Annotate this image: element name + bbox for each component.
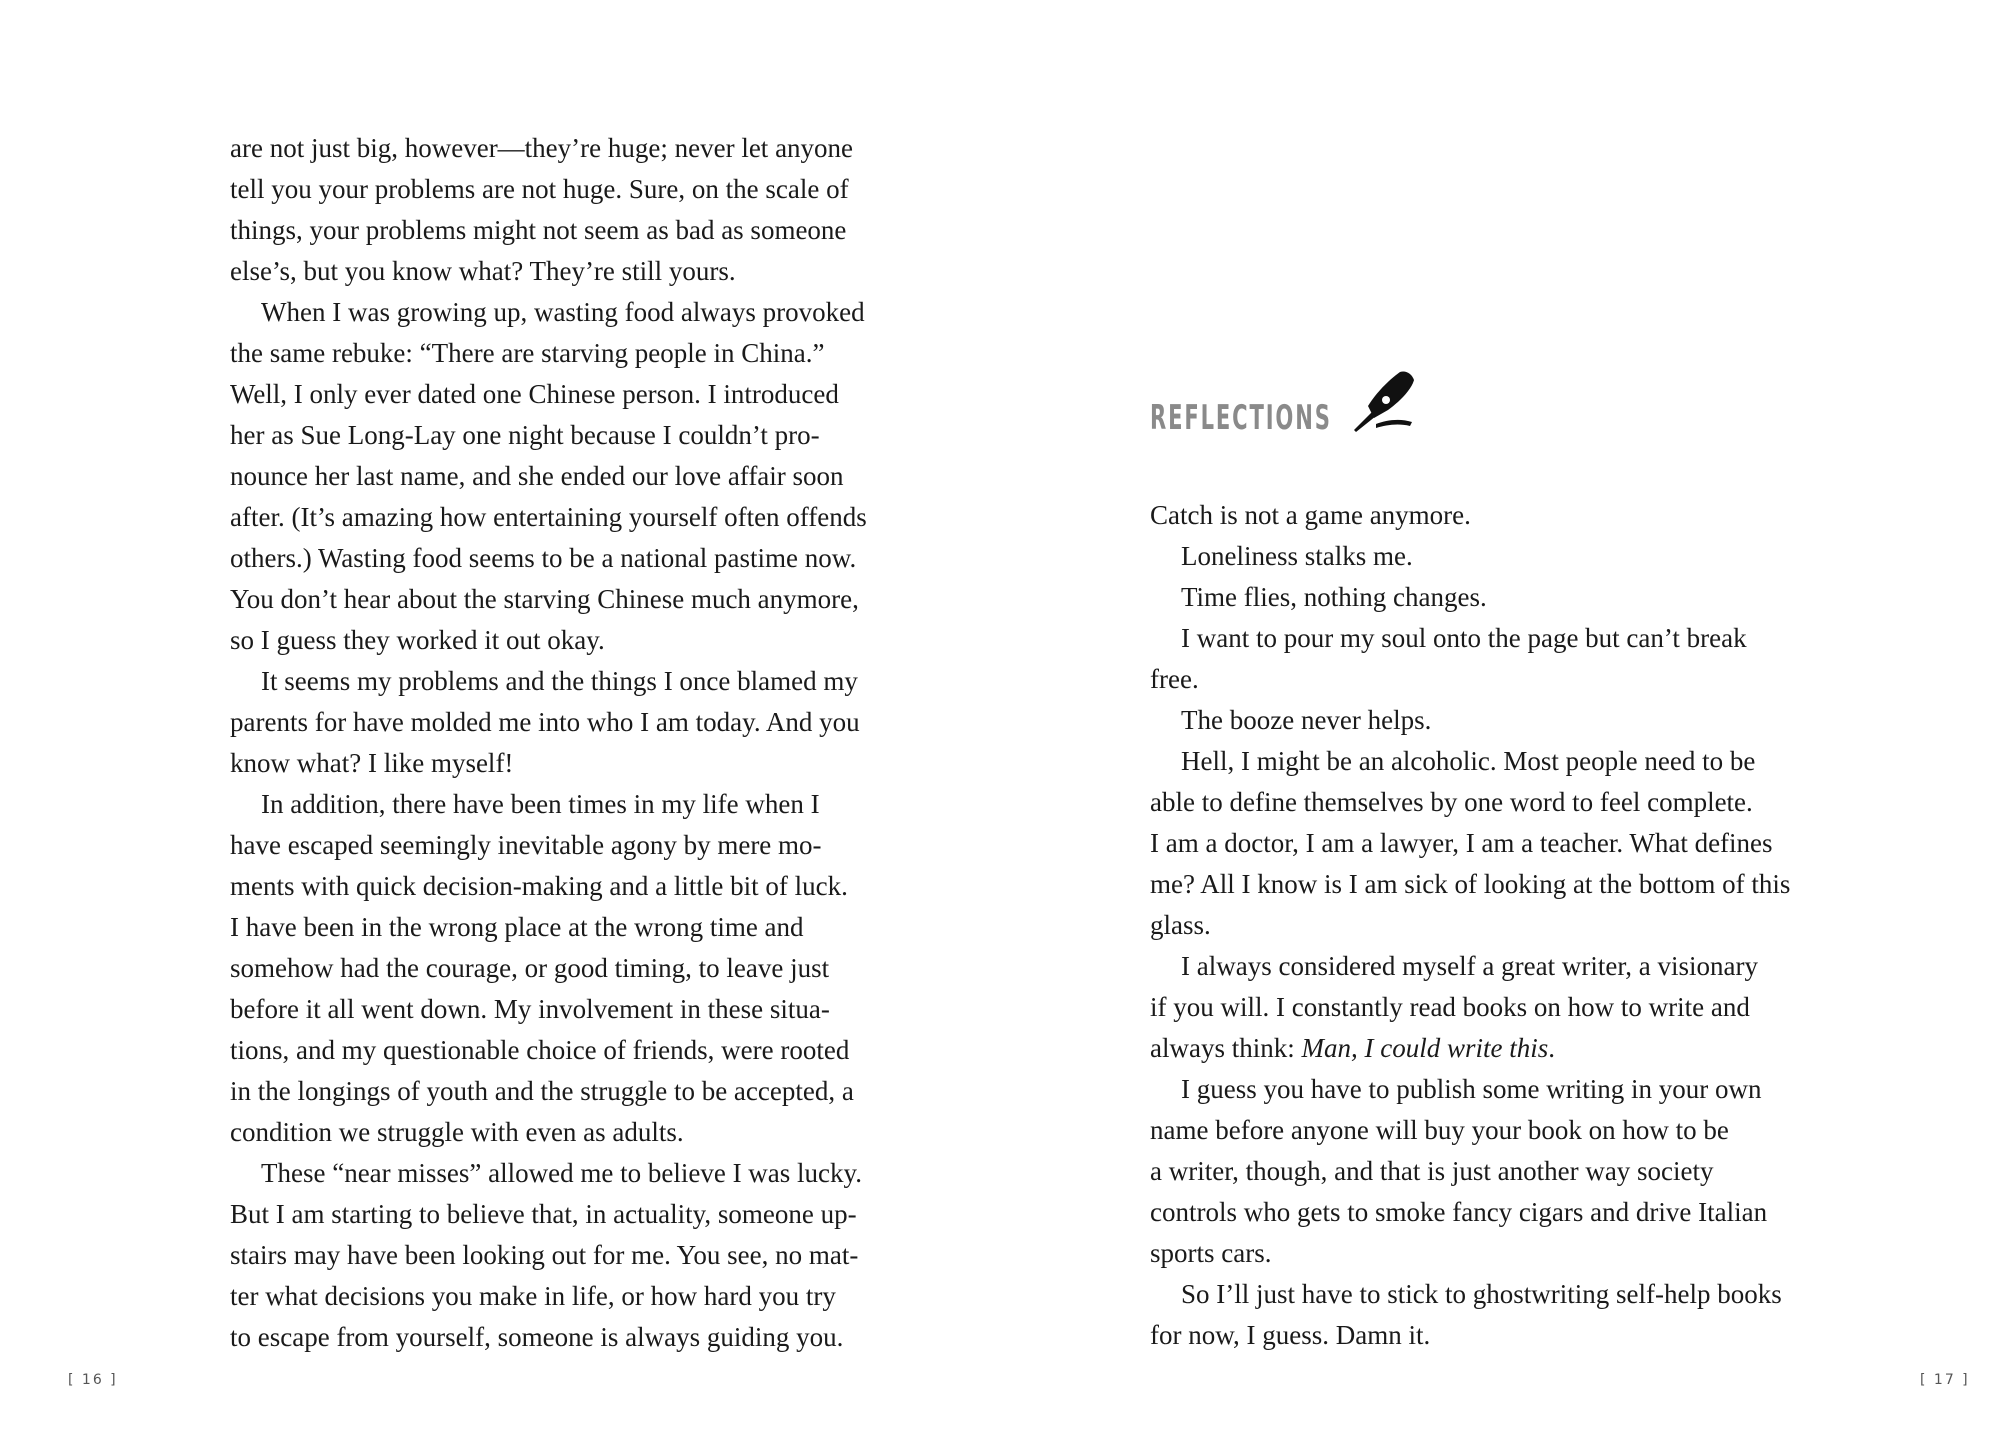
- italic-text: Man, I could write this: [1301, 1033, 1549, 1063]
- text-line: before it all went down. My involvement in these situa-: [230, 994, 830, 1024]
- text-line: stairs may have been looking out for me. You see, no mat-: [230, 1240, 859, 1270]
- text-line: me? All I know is I am sick of looking at the bottom of this: [1150, 869, 1791, 899]
- text-line: know what? I like myself!: [230, 748, 514, 778]
- reflections-heading: [1150, 360, 1426, 438]
- text-line: have escaped seemingly inevitable agony by mere mo-: [230, 830, 822, 860]
- text-line: to escape from yourself, someone is always guiding you.: [230, 1322, 844, 1352]
- text-line: So I’ll just have to stick to ghostwriting self-help books: [1181, 1279, 1782, 1309]
- left-page-body: [230, 128, 910, 1358]
- text-line: I always considered myself a great writer, a visionary: [1181, 951, 1758, 981]
- text-line: so I guess they worked it out okay.: [230, 625, 605, 655]
- text-line: condition we struggle with even as adults.: [230, 1117, 684, 1147]
- text-line: tions, and my questionable choice of friends, were rooted: [230, 1035, 850, 1065]
- section-title: REFLECTIONS: [1150, 398, 1332, 438]
- text-line: for now, I guess. Damn it.: [1150, 1320, 1431, 1350]
- text-line: When I was growing up, wasting food always provoked: [261, 297, 865, 327]
- text-line: are not just big, however—they’re huge; never let anyone: [230, 133, 854, 163]
- text-line: her as Sue Long-Lay one night because I couldn’t pro-: [230, 420, 820, 450]
- text-line: sports cars.: [1150, 1238, 1272, 1268]
- text-line: In addition, there have been times in my life when I: [261, 789, 820, 819]
- text-line: The booze never helps.: [1181, 705, 1432, 735]
- text-line: tell you your problems are not huge. Sure, on the scale of: [230, 174, 849, 204]
- page-number-right: [ 17 ]: [1920, 1372, 1970, 1388]
- text-line: controls who gets to smoke fancy cigars and drive Italian: [1150, 1197, 1768, 1227]
- text-line: Loneliness stalks me.: [1181, 541, 1413, 571]
- text-line: able to define themselves by one word to feel complete.: [1150, 787, 1753, 817]
- text-line: free.: [1150, 664, 1199, 694]
- text-line: Hell, I might be an alcoholic. Most people need to be: [1181, 746, 1756, 776]
- text-line: if you will. I constantly read books on how to write and: [1150, 992, 1750, 1022]
- text-line: the same rebuke: “There are starving people in China.”: [230, 338, 825, 368]
- page-number-left: [ 16 ]: [68, 1372, 118, 1388]
- text-line: Catch is not a game anymore.: [1150, 500, 1471, 530]
- text-line: parents for have molded me into who I am today. And you: [230, 707, 860, 737]
- text-line: nounce her last name, and she ended our love affair soon: [230, 461, 844, 491]
- text-line: a writer, though, and that is just another way society: [1150, 1156, 1714, 1186]
- text-line: Well, I only ever dated one Chinese person. I introduced: [230, 379, 839, 409]
- pen-nib-icon: [1346, 360, 1426, 440]
- text-line: ter what decisions you make in life, or how hard you try: [230, 1281, 836, 1311]
- text-line: somehow had the courage, or good timing, to leave just: [230, 953, 830, 983]
- right-page: [1000, 0, 2000, 1455]
- text-line: I have been in the wrong place at the wrong time and: [230, 912, 804, 942]
- text-line: But I am starting to believe that, in actuality, someone up-: [230, 1199, 857, 1229]
- text-line: others.) Wasting food seems to be a national pastime now.: [230, 543, 857, 573]
- text-line: Time flies, nothing changes.: [1181, 582, 1487, 612]
- text-line: after. (It’s amazing how entertaining yourself often offends: [230, 502, 867, 532]
- text-line: I guess you have to publish some writing in your own: [1181, 1074, 1762, 1104]
- text-line: in the longings of youth and the struggle to be accepted, a: [230, 1076, 854, 1106]
- text-line: name before anyone will buy your book on how to be: [1150, 1115, 1729, 1145]
- text-line: You don’t hear about the starving Chinese much anymore,: [230, 584, 859, 614]
- text-line: These “near misses” allowed me to believe I was lucky.: [261, 1158, 863, 1188]
- text-line: always think: Man, I could write this.: [1150, 1033, 1555, 1063]
- text-line: It seems my problems and the things I once blamed my: [261, 666, 858, 696]
- text-line: I am a doctor, I am a lawyer, I am a teacher. What defines: [1150, 828, 1773, 858]
- text-line: ments with quick decision-making and a little bit of luck.: [230, 871, 848, 901]
- text-line: I want to pour my soul onto the page but can’t break: [1181, 623, 1747, 653]
- text-line: things, your problems might not seem as bad as someone: [230, 215, 847, 245]
- right-page-body: [1150, 495, 1830, 1356]
- text-line: glass.: [1150, 910, 1211, 940]
- text-line: else’s, but you know what? They’re still yours.: [230, 256, 736, 286]
